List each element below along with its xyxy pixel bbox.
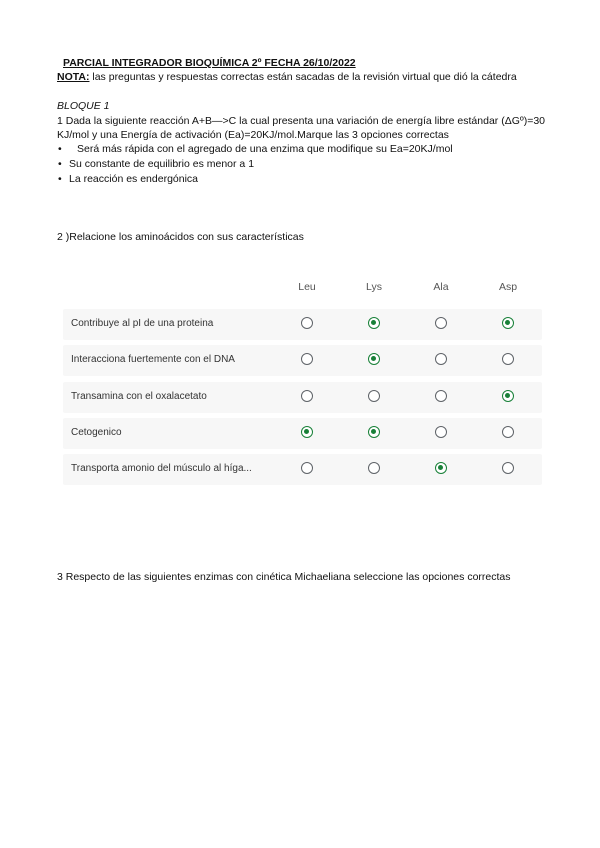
grid-row-label: Transamina con el oxalacetato	[71, 391, 207, 402]
grid-row	[63, 382, 542, 413]
grid-row	[63, 454, 542, 485]
radio-ala[interactable]	[435, 426, 447, 438]
radio-ala[interactable]	[435, 317, 447, 329]
grid-row	[63, 309, 542, 340]
radio-leu[interactable]	[301, 317, 313, 329]
radio-leu[interactable]	[301, 353, 313, 365]
bloque-heading: BLOQUE 1	[57, 100, 110, 112]
radio-ala[interactable]	[435, 390, 447, 402]
question-2-text: 2 )Relacione los aminoácidos con sus características	[57, 231, 304, 243]
grid-row	[63, 345, 542, 376]
question-1-option: • Será más rápida con el agregado de una enzima que modifique su Ea=20KJ/mol	[57, 142, 453, 157]
question-1-text: 1 Dada la siguiente reacción A+B—>C la cual presenta una variación de energía libre estándar (ΔGº)=30 KJ/mol y una Energía de activación (Ea)=20KJ/mol.Marque las 3 opciones correctas	[57, 115, 546, 141]
question-1-options	[57, 142, 453, 187]
column-header-ala: Ala	[433, 281, 449, 293]
radio-lys-selected[interactable]	[368, 426, 380, 438]
radio-ala-selected[interactable]	[435, 462, 447, 474]
radio-lys-selected[interactable]	[368, 317, 380, 329]
radio-asp-selected[interactable]	[502, 390, 514, 402]
radio-asp-selected[interactable]	[502, 317, 514, 329]
grid-row-label: Transporta amonio del músculo al híga...	[71, 463, 252, 474]
radio-asp[interactable]	[502, 353, 514, 365]
nota-line	[57, 71, 517, 83]
radio-asp[interactable]	[502, 426, 514, 438]
radio-leu[interactable]	[301, 462, 313, 474]
question-1-option: • Su constante de equilibrio es menor a 1	[57, 157, 453, 172]
question-1-option: • La reacción es endergónica	[57, 172, 453, 187]
radio-leu[interactable]	[301, 390, 313, 402]
nota-label: NOTA:	[57, 71, 90, 83]
radio-leu-selected[interactable]	[301, 426, 313, 438]
grid-row-label: Contribuye al pI de una proteina	[71, 318, 214, 329]
radio-lys[interactable]	[368, 390, 380, 402]
column-header-asp: Asp	[498, 281, 518, 293]
question-3-text: 3 Respecto de las siguientes enzimas con cinética Michaeliana seleccione las opciones correctas	[57, 571, 511, 583]
radio-lys-selected[interactable]	[368, 353, 380, 365]
radio-asp[interactable]	[502, 462, 514, 474]
grid-row-label: Interacciona fuertemente con el DNA	[71, 354, 235, 365]
radio-lys[interactable]	[368, 462, 380, 474]
radio-ala[interactable]	[435, 353, 447, 365]
document-title: PARCIAL INTEGRADOR BIOQUÍMICA 2º FECHA 26/10/2022	[63, 57, 356, 69]
column-header-lys: Lys	[366, 281, 382, 293]
column-header-leu: Leu	[298, 281, 316, 293]
nota-text: las preguntas y respuestas correctas están sacadas de la revisión virtual que dió la cátedra	[89, 71, 517, 83]
grid-row	[63, 418, 542, 449]
grid-row-label: Cetogenico	[71, 427, 122, 438]
